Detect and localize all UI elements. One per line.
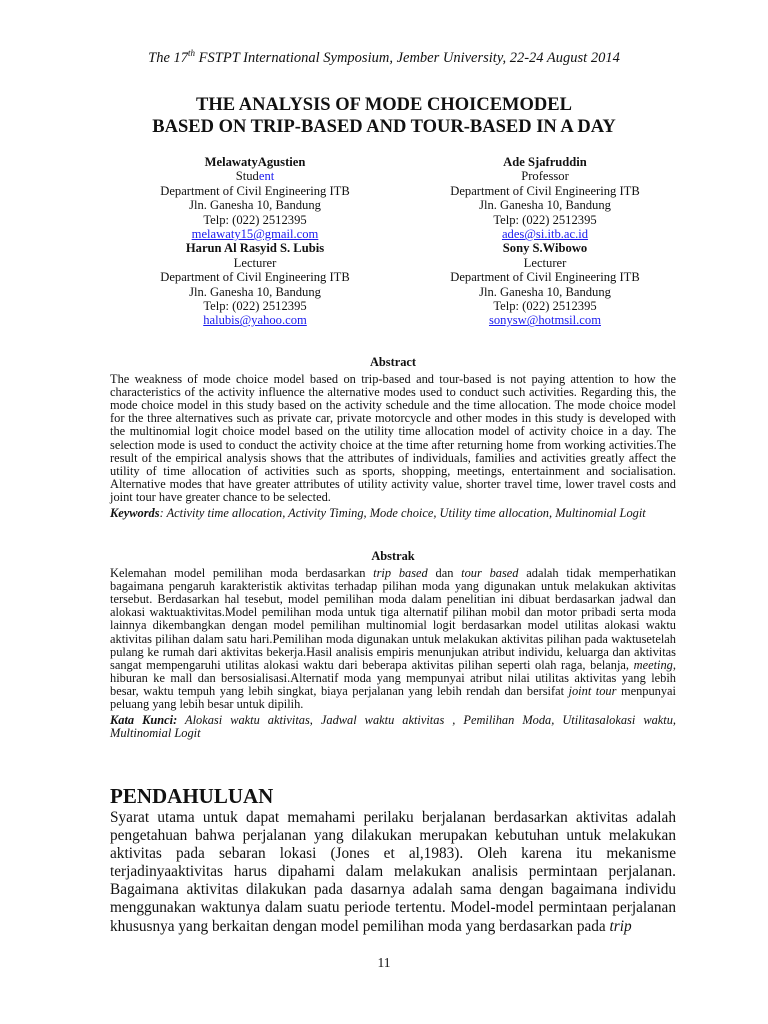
author-card [110,155,400,241]
author-role: Lecturer [233,255,277,270]
keywords-label: Keywords [110,506,160,521]
author-row-1 [110,155,690,241]
abstrak-heading: Abstrak [371,549,415,563]
author-name: MelawatyAgustien [204,155,306,169]
author-phone: Telp: (022) 2512395 [203,299,307,314]
abstrak-body: Kelemahan model pemilihan moda berdasarkan trip based dan tour based adalah tidak memperhatikan bagaimana pengaruh karakteristik aktivitas terhadap pilihan moda yang digunakan untuk melakukan aktivitas tersebut. Berdasarkan hal tesebut, model pemilihan moda dalam penelitian ini dibuat berdasarkan jadwal dan alokasi waktuaktivitas.Model pemilihan moda untuk tiga alternatif pilihan mobil dan motor pribadi serta moda lainnya dikembangkan dengan model pemilihan multinomial logit berdasarkan model utilitas alokasi waktu aktivitas pilihan dalam satu hari.Pemilihan moda digunakan untuk melakukan aktivitas pilihan pada waktusetelah pulang ke rumah dari aktivitas bekerja.Hasil analisis empiris menunjukan atribut individu, keluarga dan aktivitas sangat mempengaruhi utilitas alokasi waktu dari beberapa aktivitas pilihan seperti olah raga, belanja, meeting, hiburan ke mall dan bersosialisasi.Alternatif moda yang mempunyai atribut nilai utilitas aktivitas yang lebih besar, waktu tempuh yang lebih singkat, biaya perjalanan yang lebih rendah dan bersifat joint tour menpunyai peluang yang lebih besar untuk dipilih. [110,566,676,712]
author-dept: Department of Civil Engineering ITB [450,270,640,285]
author-role: Student [235,169,275,184]
author-name: Harun Al Rasyid S. Lubis [185,241,325,256]
author-dept: Department of Civil Engineering ITB [160,270,350,285]
author-address: Jln. Ganesha 10, Bandung [189,284,321,299]
author-dept: Department of Civil Engineering ITB [160,183,350,198]
section-heading-pendahuluan: PENDAHULUAN [110,784,274,808]
author-phone: Telp: (022) 2512395 [203,212,307,227]
author-email-link[interactable]: halubis@yahoo.com [203,313,307,328]
abstract-section [110,356,676,520]
author-phone: Telp: (022) 2512395 [493,212,597,227]
author-email-link[interactable]: melawaty15@gmail.com [191,227,319,242]
author-name: Ade Sjafruddin [503,155,587,169]
title-line-2: BASED ON TRIP-BASED AND TOUR-BASED IN A DAY [152,117,616,137]
author-name: Sony S.Wibowo [502,241,588,256]
abstract-heading: Abstract [369,355,417,369]
kata-kunci-label: Kata Kunci: [110,713,178,728]
author-card [110,241,400,327]
author-address: Jln. Ganesha 10, Bandung [479,284,611,299]
title-line-1: THE ANALYSIS OF MODE CHOICEMODEL [196,95,572,115]
author-address: Jln. Ganesha 10, Bandung [479,198,611,213]
header-suffix: FSTPT International Symposium, Jember University, 22-24 August 2014 [195,50,620,66]
header-prefix: The 17 [148,50,189,66]
author-block [110,155,690,328]
intro-paragraph: Syarat utama untuk dapat memahami perilaku berjalanan berdasarkan aktivitas adalah pengetahuan bahwa perjalanan yang dilakukan merupakan kebutuhan untuk melakukan aktivitas pada sebaran lokasi (Jones et al,1983). Oleh karena itu mekanisme terjadinyaaktivitas harus dipahami dalam melakukan analisis permintaan perjalanan. Bagaimana aktivitas dilakukan pada dasarnya adalah sama dengan bagaimana individu menggunakan waktunya dalam suatu periode tertentu. Model-model permintaan perjalanan khususnya yang berkaitan dengan model pemilihan moda yang berdasarkan pada trip [110,809,676,935]
abstrak-section [110,550,676,740]
page-number: 11 [377,955,391,970]
author-card [400,241,690,327]
abstrak-keywords [110,714,676,740]
abstract-body: The weakness of mode choice model based on trip-based and tour-based is not paying attention to how the characteristics of the activity influence the alternative modes used to conduct such activities. Regarding this, the mode choice model in this study based on the activity schedule and the time allocation. The mode choice model for the three alternatives such as private car, private motorcycle and other modes in this study is developed with the multinomial logit choice model based on the utility time allocation model of activity choice in a day. The selection mode is used to conduct the activity choice at the time after returning home from working activities.The result of the empirical analysis shows that the attributes of individuals, families and activities greatly affect the utility of time allocation of activities such as sports, shopping, meetings, entertainment and socialisation. Alternative modes that have greater attributes of utility activity value, shorter travel time, lower travel costs and joint tour have greater chance to be selected. [110,372,676,504]
author-row-2 [110,241,690,327]
author-dept: Department of Civil Engineering ITB [450,183,640,198]
author-card [400,155,690,241]
header-sup: th [188,48,196,59]
author-role: Professor [521,169,569,184]
author-phone: Telp: (022) 2512395 [493,299,597,314]
author-address: Jln. Ganesha 10, Bandung [189,198,321,213]
author-role: Lecturer [523,255,567,270]
author-email-link[interactable]: sonysw@hotmsil.com [488,313,601,328]
kata-kunci-text: Alokasi waktu aktivitas, Jadwal waktu aktivitas , Pemilihan Moda, Utilitasalokasi waktu, Multinomial Logit [110,713,677,741]
author-email-link[interactable]: ades@si.itb.ac.id [501,227,589,242]
keywords-text: : Activity time allocation, Activity Timing, Mode choice, Utility time allocation, Multinomial Logit [159,506,646,521]
abstract-keywords [110,507,676,520]
conference-header [0,50,768,67]
paper-title [0,94,768,138]
